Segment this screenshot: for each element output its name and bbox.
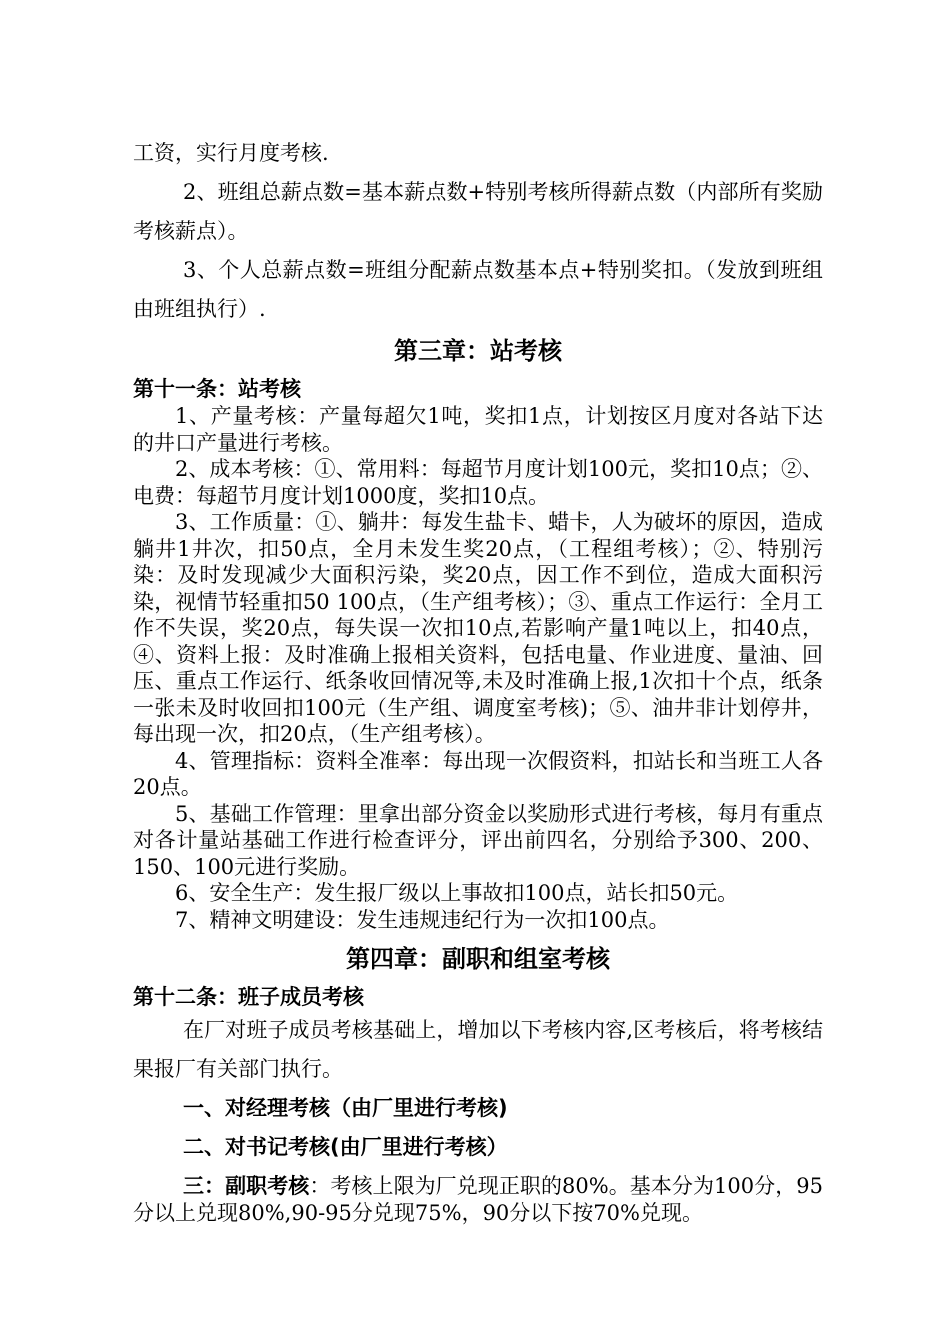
sub-item-deputy-label: 三：副职考核 [183,1174,310,1198]
station-item-7: 7、精神文明建设：发生违规违纪行为一次扣100点。 [175,907,670,932]
article-12-title: 第十二条：班子成员考核 [133,985,364,1009]
station-item-2: 2、成本考核：①、常用料：每超节月度计划100元，奖扣10点；②、电费：每超节月度计划1000度，奖扣10点。 [133,457,823,508]
sub-item-deputy-text: ：考核上限为厂兑现正职的80%。基本分为100分，95分以上兑现80%,90-95分兑现75%，90分以下按70%兑现。 [133,1174,824,1225]
sub-item-manager: 一、对经理考核（由厂里进行考核) [183,1096,508,1120]
sub-item-secretary: 二、对书记考核(由厂里进行考核） [183,1135,508,1159]
intro-item-2: 2、班组总薪点数=基本薪点数+特别考核所得薪点数（内部所有奖励考核薪点）。 [133,180,823,243]
station-item-5: 5、基础工作管理：里拿出部分资金以奖励形式进行考核，每月有重点对各计量站基础工作进行检查评分，评出前四名，分别给予300、200、150、100元进行奖励。 [133,801,823,879]
station-item-6: 6、安全生产：发生报厂级以上事故扣100点，站长扣50元。 [175,881,739,905]
article-11-title: 第十一条：站考核 [133,377,301,401]
station-item-1: 1、产量考核：产量每超欠1吨，奖扣1点，计划按区月度对各站下达的井口产量进行考核。 [133,404,823,455]
station-item-4: 4、管理指标：资料全准率：每出现一次假资料，扣站长和当班工人各20点。 [133,748,823,799]
intro-item-3: 3、个人总薪点数=班组分配薪点数基本点+特别奖扣。（发放到班组由班组执行）. [133,258,823,321]
document-page [133,134,823,1226]
intro-line: 工资，实行月度考核. [133,141,329,165]
sub-item-deputy [133,1173,823,1226]
chapter-3-title: 第三章：站考核 [394,337,562,365]
chapter-4-title: 第四章：副职和组室考核 [346,945,610,973]
chapter-4-intro: 在厂对班子成员考核基础上，增加以下考核内容,区考核后，将考核结果报厂有关部门执行。 [133,1018,823,1081]
station-item-3: 3、工作质量：①、躺井：每发生盐卡、蜡卡，人为破坏的原因，造成躺井1井次，扣50点，全月未发生奖20点，（工程组考核）；②、特别污染：及时发现减少大面积污染，奖20点，因工作不到位，造成大面积污染，视情节轻重扣50 100点，（生产组考核）；③、重点工作运行：全月工作不失误，奖20点，每失误一次扣10点,若影响产量1吨以上，扣40点，④、资料上报：及时准确上报相关资料，包括电量、作业进度、量油、回压、重点工作运行、纸条收回情况等,未及时准确上报,1次扣十个点，纸条一张未及时收回扣100元（生产组、调度室考核)；⑤、油井非计划停井，每出现一次，扣20点，（生产组考核）。 [133,510,823,746]
